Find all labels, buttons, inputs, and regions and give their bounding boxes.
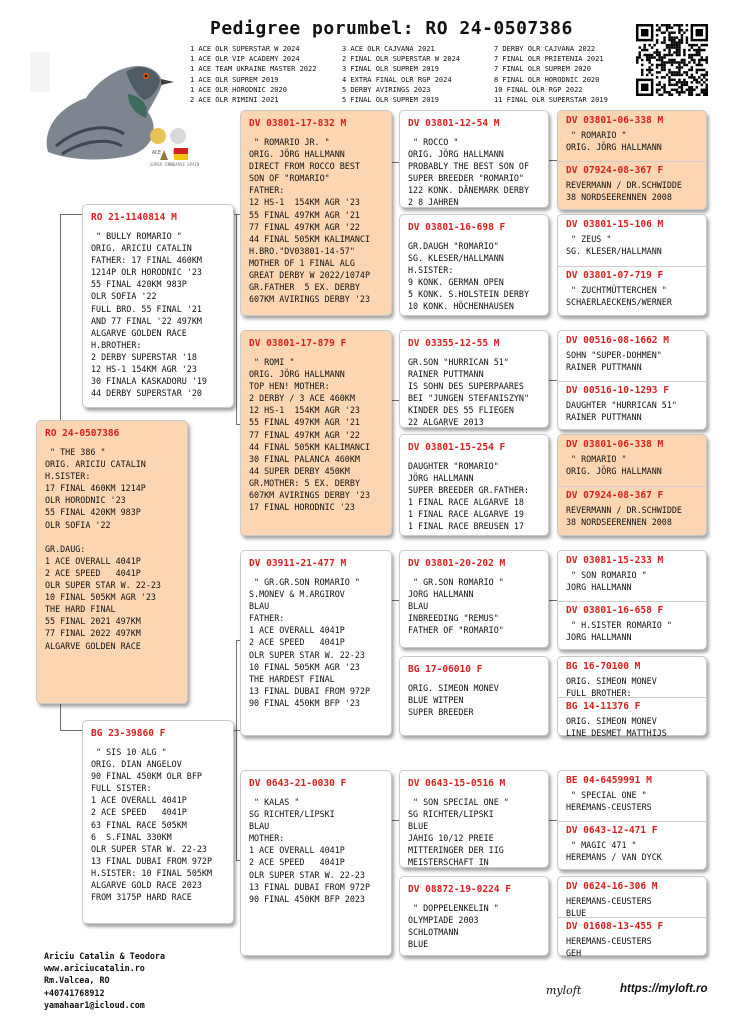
achievements-column [342, 44, 460, 105]
ring-number: DV 03081-15-233 M [566, 555, 664, 566]
connector-line [236, 640, 237, 860]
pedigree-card-great-grandparent [399, 876, 549, 956]
pedigree-card-great-grandparent [399, 110, 549, 208]
achievement-item: 2 ACE OLR RIMINI 2021 [190, 96, 279, 105]
ring-number: BE 04-6459991 M [566, 775, 652, 786]
website-link[interactable]: https://myloft.ro [620, 983, 708, 995]
achievement-item: 4 EXTRA FINAL OLR RGP 2024 [342, 75, 452, 84]
pigeon-description: " SPECIAL ONE " HEREMANS-CEUSTERS [566, 790, 652, 813]
gggp-sire [558, 435, 706, 486]
card-divider [558, 161, 706, 162]
pedigree-card-great-great-grandparents [557, 550, 707, 650]
pedigree-card-great-great-grandparents [557, 434, 707, 536]
ring-number: DV 03801-17-879 F [249, 338, 347, 349]
ring-number: DV 03801-17-832 M [249, 118, 347, 129]
pigeon-description: ORIG. SIMEON MONEV FULL BROTHER: [566, 676, 657, 699]
spain-flag-icon [174, 148, 188, 154]
pedigree-card-great-grandparent [399, 656, 549, 736]
achievements-column [190, 44, 316, 105]
ring-number: BG 23-39860 F [91, 728, 166, 739]
ring-number: DV 0643-21-0030 F [249, 778, 347, 789]
pigeon-description: GR.DAUGH "ROMARIO" SG. KLESER/HALLMANN H.SISTER: 9 KONK. GERMAN OPEN 5 KONK. S.HOLSTEIN DERBY 10 KONK. HÖCHENHAUSEN [408, 241, 530, 312]
ring-number: DV 07924-08-367 F [566, 165, 664, 176]
breeder-contact: Ariciu Catalin & Teodora www.ariciucatalin.ro Rm.Valcea, RO +40741768912 yamahaar1@icloud.com [44, 951, 166, 1010]
pedigree-card-great-grandparent [399, 330, 549, 428]
gggp-sire [558, 551, 706, 601]
myloft-logo: myloft [546, 984, 582, 997]
super-star-logo-icon [160, 150, 168, 160]
pigeon-description: " KALAS " SG RICHTER/LIPSKI BLAU MOTHER: 1 ACE OVERALL 4041P 2 ACE SPEED 4041P OLR SUPER STAR W. 22-23 13 FINAL DUBAI FROM 972P 90 FINAL 450KM BFP 2023 [249, 797, 371, 904]
connector-line [549, 600, 557, 601]
achievement-item: 7 DERBY OLR CAJVANA 2022 [494, 45, 596, 53]
ring-number: DV 0624-16-306 M [566, 881, 658, 892]
pigeon-description: ORIG. SIMEON MONEV BLUE WITPEN SUPER BREEDER [408, 683, 499, 718]
ring-number: DV 00516-08-1662 M [566, 335, 669, 346]
connector-line [549, 380, 557, 381]
ring-number: DV 0643-12-471 F [566, 825, 658, 836]
ring-number: BG 16-70100 M [566, 661, 641, 672]
pedigree-card-great-grandparent [399, 434, 549, 536]
pigeon-description: REVERMANN / DR.SCHWIDDE 38 NORDSEERENNEN 2008 [566, 180, 682, 203]
page-title: Pedigree porumbel: RO 24-0507386 [210, 18, 573, 39]
pedigree-card-great-great-grandparents [557, 876, 707, 959]
pigeon-description: " H.SISTER ROMARIO " JORG HALLMANN [566, 620, 672, 643]
pedigree-card-dam [82, 720, 234, 924]
pigeon-description: " GR.GR.SON ROMARIO " S.MONEV & M.ARGIROV BLAU FATHER: 1 ACE OVERALL 4041P 2 ACE SPEED 4041P OLR SUPER STAR W. 22-23 10 FINAL 505KM AGR '23 THE HARDEST FINAL 13 FINAL DUBAI FROM 972P 90 FINAL 450KM BFP '23 [249, 577, 371, 708]
ring-number: DV 03801-16-658 F [566, 605, 664, 616]
ace-medal-icon [150, 128, 166, 144]
pedigree-card-grandparent [240, 550, 392, 736]
gggp-dam [558, 601, 706, 651]
connector-line [60, 704, 61, 730]
connector-line [549, 820, 557, 821]
pigeon-photo-icon [28, 48, 200, 168]
gggp-dam [558, 266, 706, 317]
qr-code-icon [636, 24, 708, 96]
pigeon-description: REVERMANN / DR.SCHWIDDE 38 NORDSEERENNEN 2008 [566, 505, 682, 528]
gggp-sire [558, 771, 706, 821]
pigeon-description: ORIG. SIMEON MONEV LINE DESMET MATTHIJS [566, 716, 667, 739]
pigeon-description: " ROMARIO " ORIG. JÖRG HALLMANN [566, 454, 662, 477]
gggp-sire [558, 657, 706, 697]
pigeon-description: " ROCCO " ORIG. JÖRG HALLMANN PROBABLY THE BEST SON OF SUPER BREEDER "ROMARIO" 122 KONK. DÄNEMARK DERBY 2 8 JAHREN [408, 137, 530, 208]
ring-number: DV 03911-21-477 M [249, 558, 347, 569]
pigeon-description: " BULLY ROMARIO " ORIG. ARICIU CATALIN FATHER: 17 FINAL 460KM 1214P OLR HORODNIC '23 55 FINAL 420KM 983P OLR SOFIA '22 FULL BRO. 55 FINAL '21 AND 77 FINAL '22 497KM ALGARVE GOLDEN RACE H.BROTHER: 2 DERBY SUPERSTAR '18 12 HS-1 154KM AGR '23 30 FINALA KASKADORU '19 44 DERBY SUPERSTAR '20 [91, 231, 207, 399]
ring-number: DV 03801-06-338 M [566, 439, 664, 450]
achievement-item: 1 ACE OLR HORODNIC 2020 [190, 85, 287, 94]
ring-number: RO 21-1140814 M [91, 212, 177, 223]
pedigree-card-grandparent [240, 330, 392, 536]
connector-line [392, 820, 399, 821]
pigeon-description: " THE 386 " ORIG. ARICIU CATALIN H.SISTER: 17 FINAL 460KM 1214P OLR HORODNIC '23 55 FINAL 420KM 983P OLR SOFIA '22 GR.DAUG: 1 ACE OVERALL 4041P 2 ACE SPEED 4041P OLR SUPER STAR W. 22-23 10 FINAL 505KM AGR '23 THE HARD FINAL 55 FINAL 2021 497KM 77 FINAL 2022 497KM ALGARVE GOLDEN RACE [45, 447, 161, 651]
pedigree-card-great-great-grandparents [557, 110, 707, 210]
pigeon-description: SOHN "SUPER-DOHMEN" RAINER PUTTMANN [566, 350, 662, 373]
achievement-item: 7 FINAL OLR PRIETENIA 2021 [494, 55, 604, 64]
card-divider [558, 486, 706, 487]
ring-number: DV 03801-15-254 F [408, 442, 506, 453]
pedigree-card-great-grandparent [399, 770, 549, 868]
pedigree-card-great-grandparent [399, 214, 549, 316]
gggp-sire [558, 331, 706, 381]
pigeon-description: " ZUCHTMÜTTERCHEN " SCHAERLAECKENS/WERNER [566, 285, 672, 308]
pedigree-card-great-grandparent [399, 550, 549, 648]
achievement-item: 1 ACE TEAM UKRAINE MASTER 2022 [190, 65, 317, 74]
pedigree-card-great-great-grandparents [557, 770, 707, 870]
achievement-item: 8 FINAL OLR HORODNIC 2020 [494, 75, 600, 84]
gggp-sire [558, 111, 706, 161]
pigeon-description: " SIS 10 ALG " ORIG. DIAN ANGELOV 90 FINAL 450KM OLR BFP FULL SISTER: 1 ACE OVERALL 4041P 2 ACE SPEED 4041P 63 FINAL RACE 505KM 6 S.FINAL 330KM OLR SUPER STAR W. 22-23 13 FINAL DUBAI FROM 972P H.SISTER: 10 FINAL 505KM ALGARVE GOLD RACE 2023 FROM 3175P HARD RACE [91, 747, 213, 903]
ring-number: DV 03801-15-106 M [566, 219, 664, 230]
card-divider [558, 601, 706, 602]
gggp-dam [558, 821, 706, 871]
ring-number: DV 03801-07-719 F [566, 270, 664, 281]
achievement-item: 7 FINAL OLR SUPREM 2020 [494, 65, 591, 74]
pigeon-description: " DOPPELENKELIN " OLYMPIADE 2003 SCHLOTMANN BLUE [408, 903, 499, 950]
pedigree-card-subject [36, 420, 188, 704]
achievement-item: 5 DERBY AVIRINGS 2023 [342, 85, 431, 94]
gggp-dam [558, 697, 706, 737]
pigeon-description: HEREMANS-CEUSTERS BLUE [566, 896, 652, 919]
ring-number: DV 03801-16-698 F [408, 222, 506, 233]
card-divider [558, 697, 706, 698]
ring-number: DV 0643-15-0516 M [408, 778, 506, 789]
achievements-column [494, 44, 608, 105]
connector-line [392, 600, 399, 601]
ring-number: DV 07924-08-367 F [566, 490, 664, 501]
pigeon-description: " ZEUS " SG. KLESER/HALLMANN [566, 234, 662, 257]
pigeon-description: " ROMI " ORIG. JÖRG HALLMANN TOP HEN! MOTHER: 2 DERBY / 3 ACE 460KM 12 HS-1 154KM AGR '23 55 FINAL 497KM AGR '21 77 FINAL 497KM AGR '22 44 FINAL 505KM KALIMANCI 30 FINAL PALANCA 460KM 44 SUPER DERBY 450KM GR.MOTHER: 5 EX. DERBY 607KM AVIRINGS DERBY '23 17 FINAL HORODNIC '23 [249, 357, 371, 513]
gggp-dam [558, 917, 706, 957]
achievement-item: 5 FINAL OLR SUPREM 2019 [342, 96, 439, 105]
pedigree-card-sire [82, 204, 234, 408]
achievement-item: 10 FINAL OLR RGP 2022 [494, 85, 583, 94]
achievement-item: 1 ACE OLR SUPERSTAR W 2024 [190, 45, 300, 53]
ring-number: DV 03801-12-54 M [408, 118, 500, 129]
pigeon-description: " ROMARIO JR. " ORIG. JÖRG HALLMANN DIRECT FROM ROCCO BEST SON OF "ROMARIO" FATHER: 12 HS-1 154KM AGR '23 55 FINAL 497KM AGR '21 77 FINAL 497KM AGR '22 44 FINAL 505KM KALIMANCI H.BRO."DV03801-14-57" MOTHER OF 1 FINAL ALG GREAT DERBY W 2022/1074P GR.FATHER 5 EX. DERBY 607KM AVIRINGS DERBY '23 [249, 137, 371, 305]
ring-number: DV 03801-20-202 M [408, 558, 506, 569]
pigeon-description: DAUGHTER "HURRICAN 51" RAINER PUTTMANN [566, 400, 677, 423]
pigeon-description: HEREMANS-CEUSTERS GEH [566, 936, 652, 959]
gggp-dam [558, 381, 706, 431]
ring-number: DV 01608-13-455 F [566, 921, 664, 932]
ring-number: DV 00516-10-1293 F [566, 385, 669, 396]
connector-line [392, 162, 399, 163]
achievement-item: 3 ACE OLR CAJVANA 2021 [342, 45, 435, 53]
pedigree-card-grandparent [240, 110, 392, 316]
ring-number: BG 17-06010 F [408, 664, 483, 675]
connector-line [60, 214, 61, 420]
card-divider [558, 381, 706, 382]
ring-number: RO 24-0507386 [45, 428, 120, 439]
achievement-item: 2 FINAL OLR SUPERSTAR W 2024 [342, 55, 461, 64]
pigeon-description: " SON SPECIAL ONE " SG RICHTER/LIPSKI BLUE JAHIG 10/12 PREIE MITTERINGER DER IIG MEISTERSCHAFT IN [408, 797, 509, 868]
achievement-item: 1 ACE OLR VIP ACADEMY 2024 [190, 55, 300, 64]
final-medal-icon [170, 128, 186, 144]
gggp-sire [558, 215, 706, 266]
gggp-dam [558, 486, 706, 537]
pigeon-description: " ROMARIO " ORIG. JÖRG HALLMANN [566, 130, 662, 153]
pedigree-card-great-great-grandparents [557, 656, 707, 739]
ring-number: DV 03355-12-55 M [408, 338, 500, 349]
pedigree-card-great-great-grandparents [557, 330, 707, 430]
connector-line [60, 730, 82, 731]
pigeon-description: " SON ROMARIO " JORG HALLMANN [566, 570, 647, 593]
pigeon-description: " GR.SON ROMARIO " JORG HALLMANN BLAU INBREEDING "REMUS" FATHER OF "ROMARIO" [408, 577, 504, 636]
ring-number: DV 08872-19-0224 F [408, 884, 511, 895]
medal-label-ace: ACE [152, 150, 162, 156]
connector-line [60, 214, 82, 215]
card-divider [558, 821, 706, 822]
pedigree-card-grandparent [240, 770, 392, 956]
connector-line [236, 214, 237, 424]
ring-number: DV 03801-06-338 M [566, 115, 664, 126]
achievement-item: 3 FINAL OLR SUPREM 2019 [342, 65, 439, 74]
achievement-item: 1 ACE OLR SUPREM 2019 [190, 75, 279, 84]
gggp-dam [558, 161, 706, 211]
ring-number: BG 14-11376 F [566, 701, 641, 712]
connector-line [549, 160, 557, 161]
super-star-label: SUPER STAR [150, 162, 175, 167]
card-divider [558, 266, 706, 267]
gggp-sire [558, 877, 706, 917]
card-divider [558, 917, 706, 918]
pedigree-card-great-great-grandparents [557, 214, 707, 316]
achievement-item: 11 FINAL OLR SUPERSTAR 2019 [494, 96, 608, 105]
algarve-label: ALGARVE SPAIN [168, 162, 200, 167]
pigeon-description: " MAGIC 471 " HEREMANS / VAN DYCK [566, 840, 662, 863]
pigeon-description: GR.SON "HURRICAN 51" RAINER PUTTMANN IS SOHN DES SUPERPAARES BEI "JUNGEN STEFANISZYN" KINDER DES 55 FLIEGEN 22 ALGARVE 2013 [408, 357, 530, 428]
pigeon-description: DAUGHTER "ROMARIO" JÖRG HALLMANN SUPER BREEDER GR.FATHER: 1 FINAL RACE ALGARVE 18 1 FINAL RACE ALGARVE 19 1 FINAL RACE BREUSEN 17 [408, 461, 530, 532]
connector-line [392, 400, 399, 401]
